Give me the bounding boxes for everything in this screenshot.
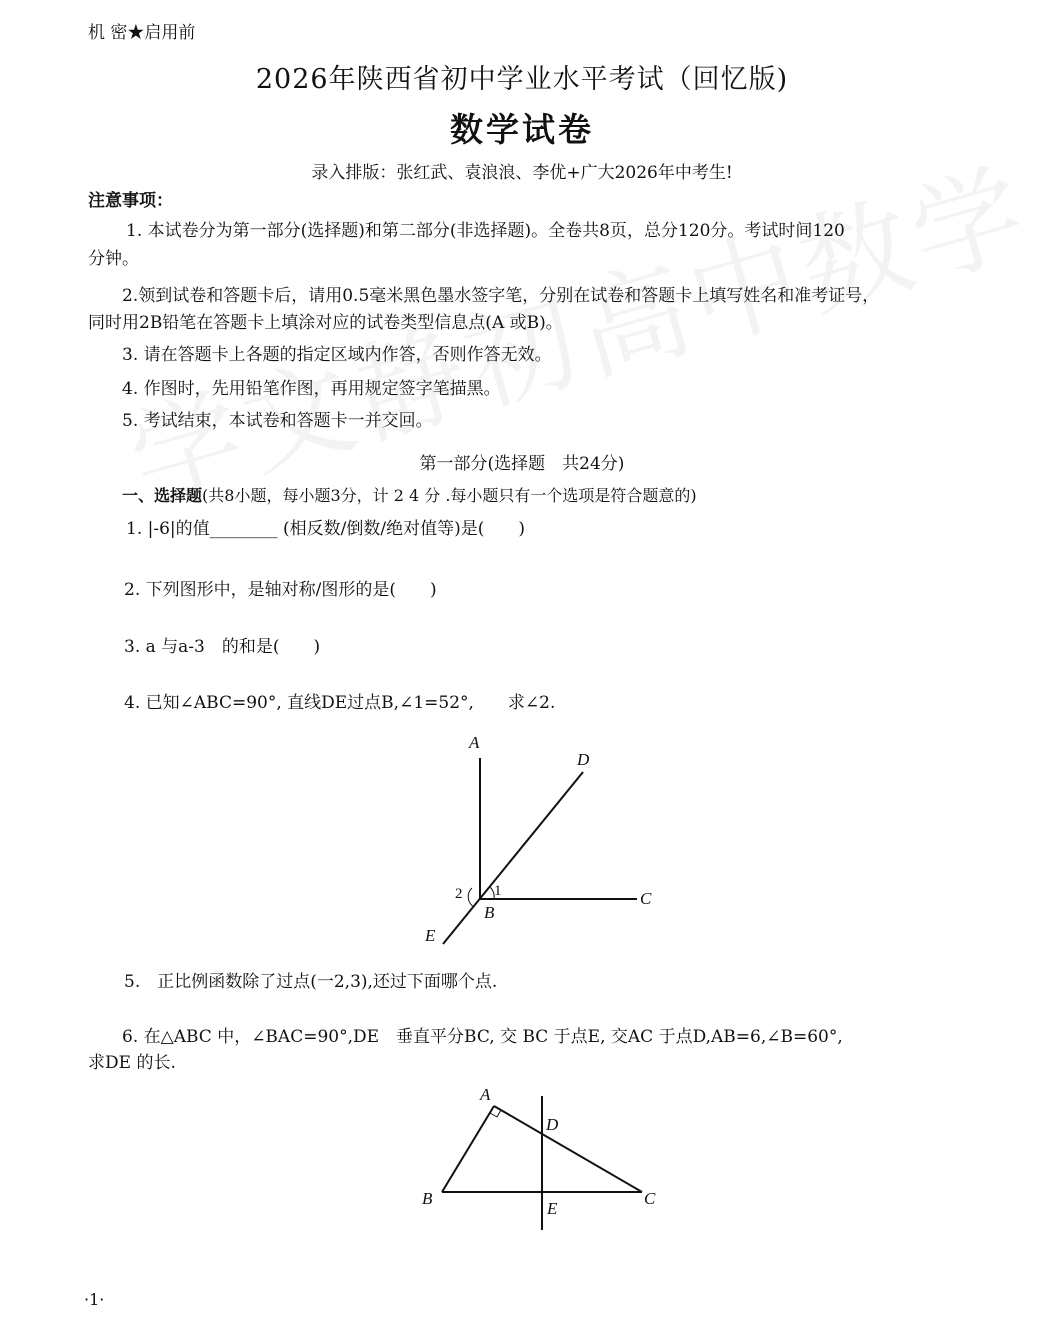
question-5: 5. 正比例函数除了过点(一2,3),还过下面哪个点. xyxy=(124,972,498,992)
confidential-label: 机 密★启用前 xyxy=(88,23,196,43)
label-d: D xyxy=(546,1115,559,1134)
notice-heading: 注意事项： xyxy=(88,191,173,211)
figure-angle-abc xyxy=(410,728,670,953)
label-angle-2: 2 xyxy=(455,886,463,902)
label-a: A xyxy=(480,1085,491,1104)
question-3: 3. a 与a-3 的和是( ) xyxy=(124,637,321,657)
label-c: C xyxy=(644,1189,656,1208)
notice-item-4: 4. 作图时，先用铅笔作图，再用规定签字笔描黑。 xyxy=(122,379,501,399)
side-ac xyxy=(494,1106,642,1192)
exam-subtitle: 数学试卷 xyxy=(450,110,594,149)
label-c: C xyxy=(640,889,652,908)
notice-item-5: 5. 考试结束，本试卷和答题卡一并交回。 xyxy=(122,411,433,431)
question-4: 4. 已知∠ABC=90°, 直线DE过点B,∠1=52°, 求∠2. xyxy=(124,693,556,713)
label-a: A xyxy=(469,733,480,752)
exam-title: 2026年陕西省初中学业水平考试（回忆版) xyxy=(255,64,789,95)
label-b: B xyxy=(422,1189,433,1208)
notice-item-2: 2.领到试卷和答题卡后，请用0.5毫米黑色墨水签字笔，分别在试卷和答题卡上填写姓名和准考证号， xyxy=(122,286,880,306)
line-de xyxy=(443,772,583,944)
label-e: E xyxy=(547,1199,558,1218)
question-1: 1. |-6|的值________ (相反数/倒数/绝对值等)是( ) xyxy=(126,519,526,539)
notice-item-1: 1. 本试卷分为第一部分(选择题)和第二部分(非选择题)。全卷共8页，总分120分。考试时间120 xyxy=(126,221,845,241)
label-d: D xyxy=(577,750,590,769)
label-angle-1: 1 xyxy=(494,883,502,899)
typist-credit: 录入排版：张红武、袁浪浪、李优+广大2026年中考生! xyxy=(311,163,733,183)
angle-2-arc xyxy=(468,888,474,907)
part1-heading: 第一部分(选择题 共24分) xyxy=(419,454,625,474)
label-b: B xyxy=(484,903,495,922)
section-heading xyxy=(122,483,697,506)
side-ab xyxy=(442,1106,494,1192)
question-6-line1: 6. 在△ABC 中，∠BAC=90°,DE 垂直平分BC, 交 BC 于点E, 交AC 于点D,AB=6,∠B=60°, xyxy=(122,1027,843,1047)
question-2: 2. 下列图形中，是轴对称/图形的是( ) xyxy=(124,580,437,600)
notice-item-1-cont: 分钟。 xyxy=(88,249,139,269)
notice-item-3: 3. 请在答题卡上各题的指定区域内作答，否则作答无效。 xyxy=(122,345,552,365)
figure-triangle-abc xyxy=(410,1078,670,1238)
section-label: 一、选择题 xyxy=(122,486,203,505)
label-e: E xyxy=(425,926,436,945)
page-number: ·1· xyxy=(84,1290,105,1309)
notice-item-2-cont: 同时用2B铅笔在答题卡上填涂对应的试卷类型信息点(A 或B)。 xyxy=(88,313,563,333)
question-6-line2: 求DE 的长. xyxy=(88,1053,176,1073)
section-rule: (共8小题，每小题3分，计 2 4 分 .每小题只有一个选项是符合题意的) xyxy=(202,486,697,505)
